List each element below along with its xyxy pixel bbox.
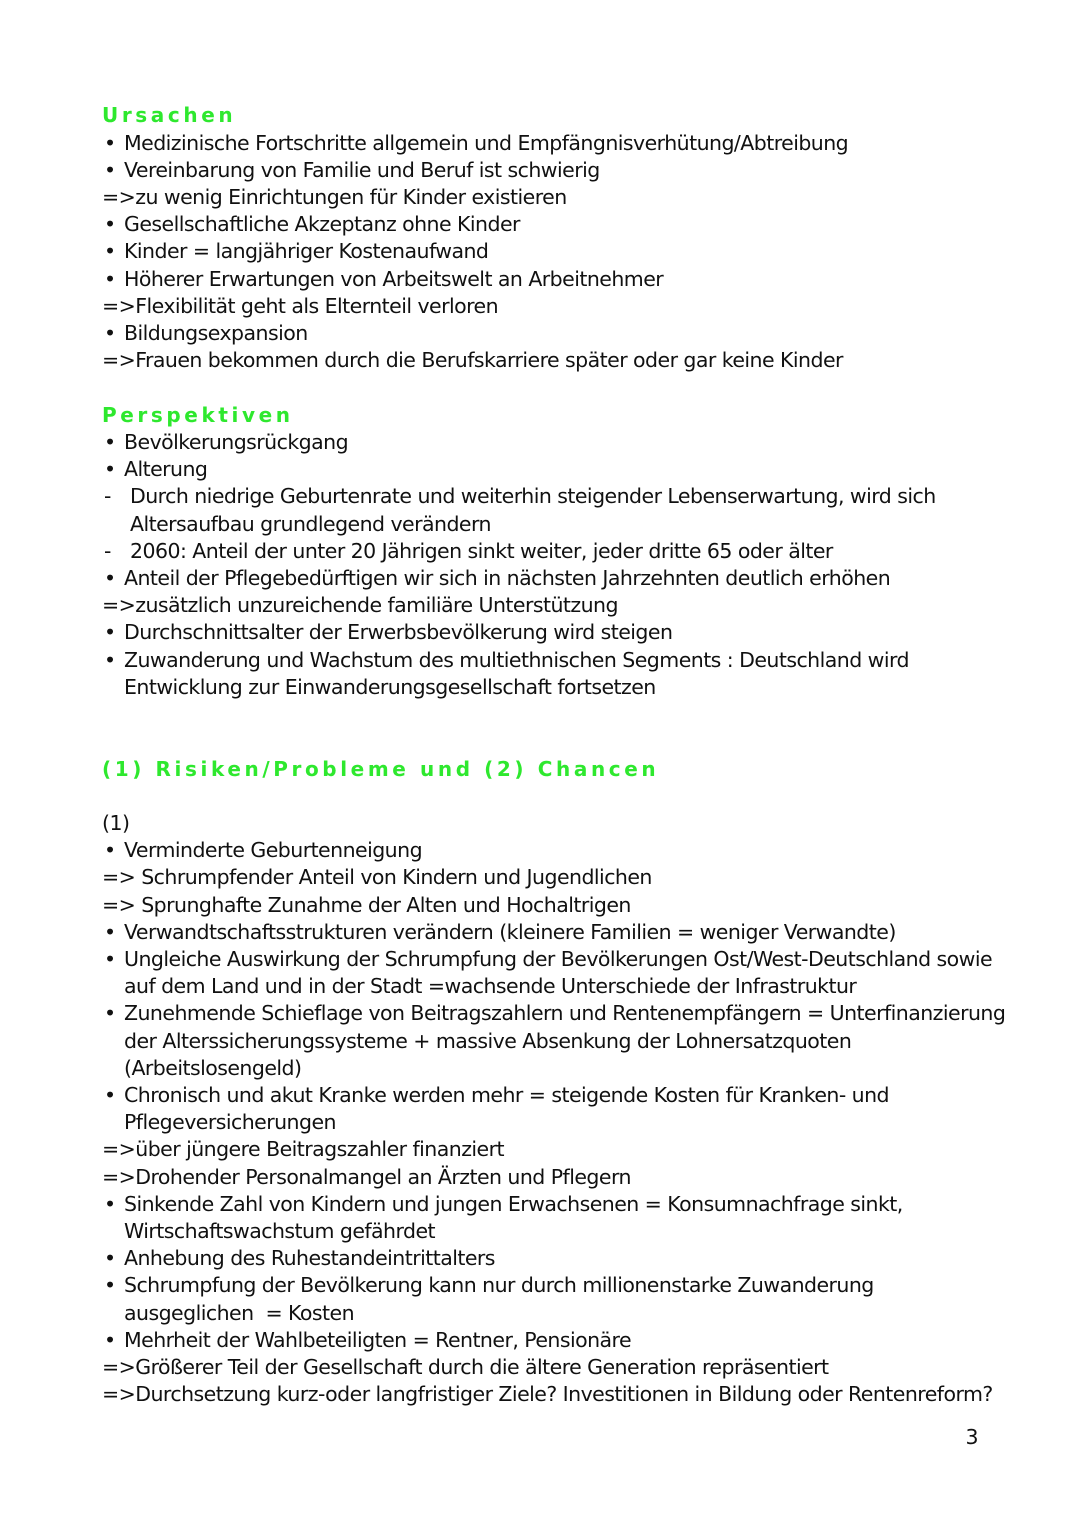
list-item-text: Sinkende Zahl von Kindern und jungen Erwachsenen = Konsumnachfrage sinkt,: [124, 1192, 903, 1216]
bullet-icon: •: [104, 947, 116, 971]
bullet-icon: •: [104, 430, 116, 454]
list-item-text: Gesellschaftliche Akzeptanz ohne Kinder: [124, 212, 520, 236]
bullet-icon: •: [104, 321, 116, 345]
heading-risiken-chancen: (1) Risiken/Probleme und (2) Chancen: [102, 757, 660, 781]
list-item-text: Alterung: [124, 457, 208, 481]
list-item: [102, 429, 1040, 456]
page-number: 3: [965, 1425, 978, 1449]
list-item: [102, 837, 1040, 864]
sub-item: [102, 483, 1040, 510]
list-item-text: Zuwanderung und Wachstum des multiethnischen Segments : Deutschland wird: [124, 648, 909, 672]
list-item-text: Wirtschaftswachstum gefährdet: [124, 1219, 436, 1243]
bullet-icon: •: [104, 1328, 116, 1352]
list-item-text: Kinder = langjähriger Kostenaufwand: [124, 239, 489, 263]
list-item-continuation: [102, 973, 1040, 1000]
list-item: [102, 157, 1040, 184]
list-item-text: Medizinische Fortschritte allgemein und Empfängnisverhütung/Abtreibung: [124, 131, 849, 155]
list-item-continuation: [102, 674, 1040, 701]
list-item-text: Bildungsexpansion: [124, 321, 308, 345]
list-item: [102, 320, 1040, 347]
list-item-text: Mehrheit der Wahlbeteiligten = Rentner, Pensionäre: [124, 1328, 632, 1352]
list-item: [102, 456, 1040, 483]
bullet-icon: •: [104, 1083, 116, 1107]
list-item: [102, 647, 1040, 674]
bullet-icon: •: [104, 158, 116, 182]
list-item-text: ausgeglichen = Kosten: [124, 1301, 355, 1325]
list-item: [102, 1191, 1040, 1218]
consequence-line: =>Durchsetzung kurz-oder langfristiger Ziele? Investitionen in Bildung oder Rentenreform?: [102, 1382, 993, 1406]
list-item-text: Verwandtschaftsstrukturen verändern (kleinere Familien = weniger Verwandte): [124, 920, 896, 944]
sub-item-text: Durch niedrige Geburtenrate und weiterhin steigender Lebenserwartung, wird sich: [130, 484, 936, 508]
list-item-text: (Arbeitslosengeld): [124, 1056, 302, 1080]
consequence-line: => Sprunghafte Zunahme der Alten und Hochaltrigen: [102, 893, 631, 917]
list-item-text: Bevölkerungsrückgang: [124, 430, 349, 454]
list-item-text: Vereinbarung von Familie und Beruf ist schwierig: [124, 158, 600, 182]
consequence-line: =>Frauen bekommen durch die Berufskarriere später oder gar keine Kinder: [102, 348, 843, 372]
list-item: [102, 266, 1040, 293]
list-item: [102, 130, 1040, 157]
list-item-continuation: [102, 1028, 1040, 1055]
bullet-icon: •: [104, 239, 116, 263]
list-item: [102, 211, 1040, 238]
list-item-text: Verminderte Geburtenneigung: [124, 838, 423, 862]
bullet-icon: •: [104, 920, 116, 944]
consequence-line: =>zu wenig Einrichtungen für Kinder existieren: [102, 185, 567, 209]
dash-icon: -: [104, 539, 111, 563]
list-item-continuation: [102, 1218, 1040, 1245]
bullet-icon: •: [104, 131, 116, 155]
consequence-line: =>Flexibilität geht als Elternteil verloren: [102, 294, 499, 318]
bullet-icon: •: [104, 1273, 116, 1297]
list-item-text: Anteil der Pflegebedürftigen wir sich in nächsten Jahrzehnten deutlich erhöhen: [124, 566, 891, 590]
list-item-text: Schrumpfung der Bevölkerung kann nur durch millionenstarke Zuwanderung: [124, 1273, 874, 1297]
bullet-icon: •: [104, 648, 116, 672]
list-item: [102, 946, 1040, 973]
list-item-text: Durchschnittsalter der Erwerbsbevölkerung wird steigen: [124, 620, 673, 644]
consequence-line: =>über jüngere Beitragszahler finanziert: [102, 1137, 504, 1161]
bullet-icon: •: [104, 566, 116, 590]
list-item-text: Anhebung des Ruhestandeintrittalters: [124, 1246, 495, 1270]
subsection-marker: (1): [102, 811, 130, 835]
consequence-line: =>zusätzlich unzureichende familiäre Unterstützung: [102, 593, 618, 617]
dash-icon: -: [104, 484, 111, 508]
list-item-text: auf dem Land und in der Stadt =wachsende Unterschiede der Infrastruktur: [124, 974, 857, 998]
list-item: [102, 1082, 1040, 1109]
list-item: [102, 1272, 1040, 1299]
consequence-line: =>Größerer Teil der Gesellschaft durch die ältere Generation repräsentiert: [102, 1355, 829, 1379]
bullet-icon: •: [104, 457, 116, 481]
list-item-continuation: [102, 1109, 1040, 1136]
bullet-icon: •: [104, 267, 116, 291]
list-item-text: Höherer Erwartungen von Arbeitswelt an Arbeitnehmer: [124, 267, 664, 291]
consequence-line: => Schrumpfender Anteil von Kindern und Jugendlichen: [102, 865, 652, 889]
list-item: [102, 619, 1040, 646]
bullet-icon: •: [104, 212, 116, 236]
list-item: [102, 565, 1040, 592]
list-item-continuation: [102, 1055, 1040, 1082]
sub-item-text: 2060: Anteil der unter 20 Jährigen sinkt weiter, jeder dritte 65 oder älter: [130, 539, 833, 563]
list-item-text: Pflegeversicherungen: [124, 1110, 336, 1134]
list-item-text: der Alterssicherungssysteme + massive Absenkung der Lohnersatzquoten: [124, 1029, 852, 1053]
consequence-line: =>Drohender Personalmangel an Ärzten und Pflegern: [102, 1165, 631, 1189]
heading-ursachen: Ursachen: [102, 103, 237, 127]
heading-perspektiven: Perspektiven: [102, 403, 294, 427]
list-item-continuation: [102, 1300, 1040, 1327]
bullet-icon: •: [104, 1001, 116, 1025]
list-item: [102, 1327, 1040, 1354]
list-item: [102, 1245, 1040, 1272]
list-item: [102, 919, 1040, 946]
bullet-icon: •: [104, 838, 116, 862]
sub-item-text: Altersaufbau grundlegend verändern: [130, 512, 491, 536]
bullet-icon: •: [104, 620, 116, 644]
sub-item: [102, 538, 1040, 565]
bullet-icon: •: [104, 1246, 116, 1270]
list-item-text: Ungleiche Auswirkung der Schrumpfung der Bevölkerungen Ost/West-Deutschland sowie: [124, 947, 993, 971]
list-item: [102, 238, 1040, 265]
list-item-text: Entwicklung zur Einwanderungsgesellschaft fortsetzen: [124, 675, 656, 699]
sub-item-continuation: [102, 511, 1040, 538]
list-item-text: Zunehmende Schieflage von Beitragszahlern und Rentenempfängern = Unterfinanzierung: [124, 1001, 1006, 1025]
list-item-text: Chronisch und akut Kranke werden mehr = steigende Kosten für Kranken- und: [124, 1083, 890, 1107]
list-item: [102, 1000, 1040, 1027]
bullet-icon: •: [104, 1192, 116, 1216]
